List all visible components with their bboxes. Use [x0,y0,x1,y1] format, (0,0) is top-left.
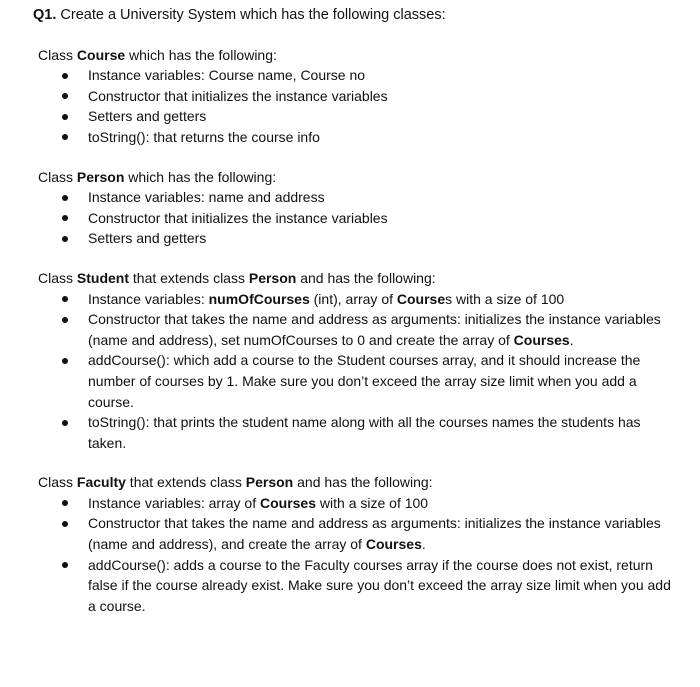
bullet-icon [62,500,68,506]
course-heading: Class Course which has the following: [38,46,277,63]
person-class-name: Person [76,168,125,185]
bullet-icon [62,93,68,99]
list-item: Constructor that takes the name and address as arguments: initializes the instance variables (name and address), and create the array of Courses. [38,513,680,554]
question-heading [33,5,680,26]
person-heading: Class Person which has the following: [38,168,277,185]
list-item: Setters and getters [38,228,680,249]
bullet-icon [62,358,68,364]
bullet-icon [62,317,68,323]
faculty-parent-class: Person [245,474,294,491]
bullet-icon [62,236,68,242]
course-class-name: Course [76,46,126,63]
person-section [38,167,680,249]
bullet-icon [62,420,68,426]
faculty-heading: Class Faculty that extends class Person and has the following: [38,474,433,491]
course-section [38,45,680,148]
student-section [38,268,680,453]
bullet-icon [62,296,68,302]
bullet-icon [62,562,68,568]
bullet-icon [62,215,68,221]
bullet-icon [62,114,68,120]
question-text: Create a University System which has the following classes: [60,7,446,23]
list-item: Setters and getters [38,106,680,127]
list-item: Constructor that initializes the instance variables [38,86,680,107]
list-item: addCourse(): which add a course to the Student courses array, and it should increase the number of courses by 1. Make sure you don’t exceed the array size limit when you add a course. [38,350,680,412]
faculty-class-name: Faculty [76,474,126,491]
person-bullet-list [38,187,680,249]
bullet-icon [62,195,68,201]
faculty-section [38,472,680,616]
student-parent-class: Person [248,269,297,286]
bullet-icon [62,134,68,140]
list-item: Instance variables: array of Courses with a size of 100 [38,493,680,514]
question-number: Q1. [33,7,57,23]
list-item: Instance variables: numOfCourses (int), array of Courses with a size of 100 [38,289,680,310]
student-bullet-list [38,289,680,454]
bullet-icon [62,73,68,79]
list-item: Constructor that initializes the instance variables [38,208,680,229]
student-heading: Class Student that extends class Person and has the following: [38,269,436,286]
faculty-bullet-list [38,493,680,617]
list-item: addCourse(): adds a course to the Faculty courses array if the course does not exist, return false if the course already exist. Make sure you don’t exceed the array size limit when you add a course. [38,555,680,617]
list-item: Constructor that takes the name and address as arguments: initializes the instance variables (name and address), set numOfCourses to 0 and create the array of Courses. [38,309,680,350]
list-item: toString(): that returns the course info [38,127,680,148]
list-item: Instance variables: Course name, Course no [38,65,680,86]
list-item: toString(): that prints the student name along with all the courses names the students has taken. [38,412,680,453]
student-class-name: Student [76,269,130,286]
bullet-icon [62,521,68,527]
list-item: Instance variables: name and address [38,187,680,208]
course-bullet-list [38,65,680,147]
